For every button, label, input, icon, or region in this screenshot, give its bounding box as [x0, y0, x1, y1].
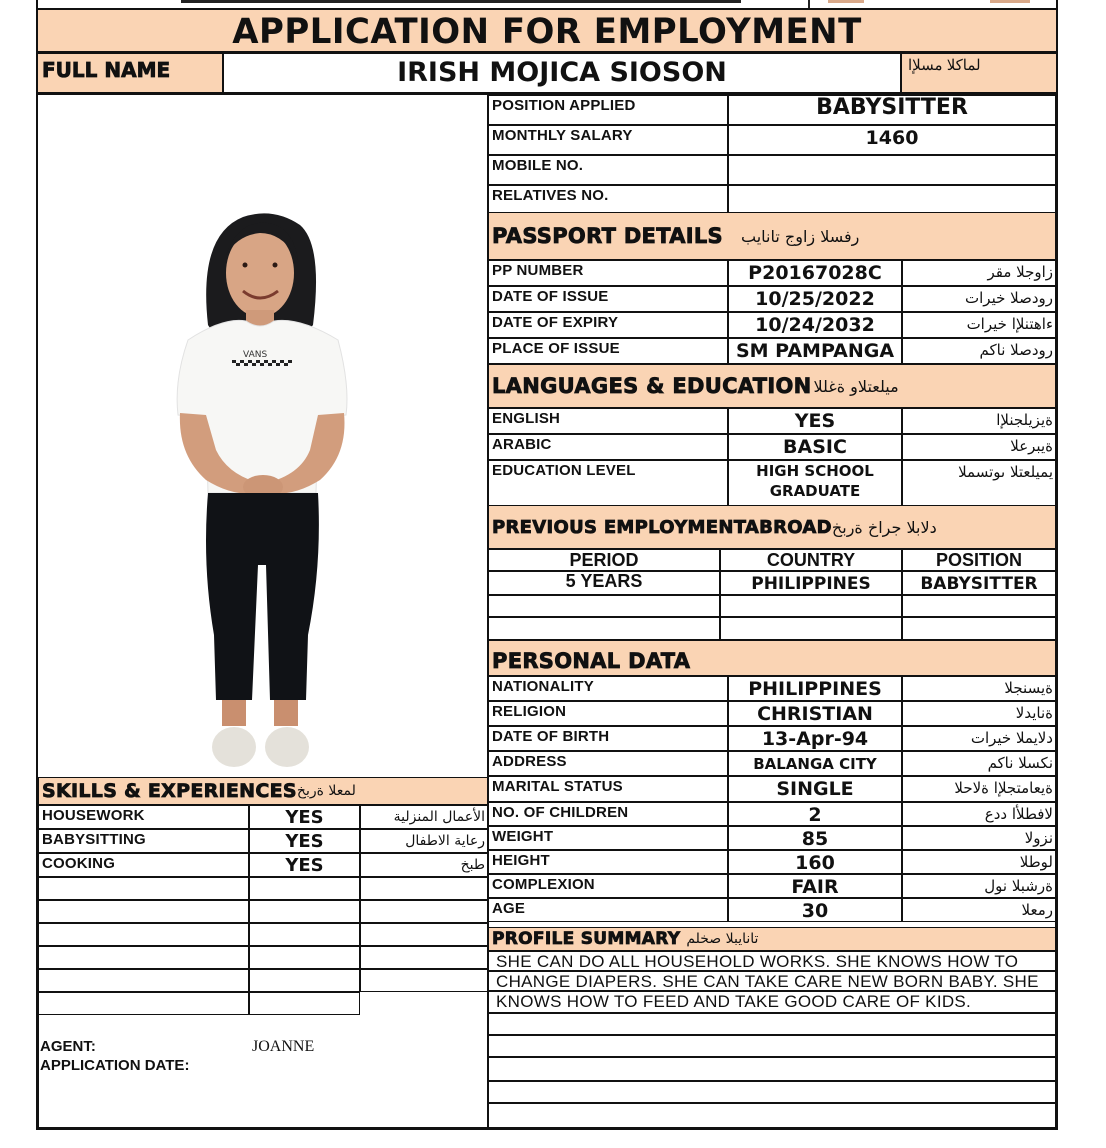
languages-arabic-cell	[902, 460, 1056, 506]
skill-value: YES	[285, 807, 324, 828]
personal-arabic-label: ةنايدلا	[1015, 704, 1053, 722]
languages-value-line1: HIGH SCHOOL	[756, 462, 874, 480]
employment-cell	[902, 617, 1056, 640]
skill-value: YES	[285, 831, 324, 852]
job-value-cell	[728, 155, 1056, 185]
skill-arabic-label: الأعمال المنزلية	[393, 809, 485, 825]
title-bar	[38, 10, 1056, 54]
personal-row	[488, 726, 1056, 751]
skill-row	[38, 992, 488, 1015]
skill-label: COOKING	[42, 855, 116, 872]
personal-label-cell	[488, 850, 728, 874]
personal-data-section-title: PERSONAL DATA	[492, 649, 691, 673]
full-name-arabic-label: لماكلا مسلإا	[908, 57, 981, 74]
personal-label-cell	[488, 726, 728, 751]
personal-label: DATE OF BIRTH	[492, 728, 610, 745]
passport-label: DATE OF ISSUE	[492, 288, 609, 305]
passport-arabic-cell	[902, 312, 1056, 338]
personal-arabic-cell	[902, 850, 1056, 874]
languages-label-cell	[488, 460, 728, 506]
personal-arabic-cell	[902, 676, 1056, 701]
personal-label: WEIGHT	[492, 828, 554, 845]
skill-arabic-cell	[360, 877, 488, 900]
job-row	[488, 125, 1056, 155]
personal-value-cell	[728, 802, 902, 826]
skill-arabic-cell	[360, 900, 488, 923]
passport-arabic-cell	[902, 260, 1056, 286]
languages-row	[488, 460, 1056, 506]
skill-value-cell	[249, 829, 360, 853]
personal-label-cell	[488, 751, 728, 776]
languages-section-header	[488, 364, 1056, 408]
job-value-cell	[728, 185, 1056, 213]
skill-row	[38, 923, 488, 946]
skill-arabic-cell	[360, 853, 488, 877]
passport-arabic-label: زاوجلا مقر	[987, 263, 1053, 281]
personal-value: 85	[801, 828, 829, 850]
languages-section-title: LANGUAGES & EDUCATION	[492, 374, 812, 398]
passport-arabic-cell	[902, 286, 1056, 312]
skill-arabic-cell	[360, 829, 488, 853]
personal-row	[488, 874, 1056, 898]
personal-arabic-cell	[902, 802, 1056, 826]
skill-value-cell	[249, 946, 360, 969]
skill-value-cell	[249, 900, 360, 923]
passport-arabic-label: ءاهتنلإا خيرات	[966, 315, 1053, 333]
skill-label-cell	[38, 946, 249, 969]
skill-label-cell	[38, 923, 249, 946]
skill-row	[38, 829, 488, 853]
skill-row	[38, 946, 488, 969]
employment-cell	[488, 617, 720, 640]
employment-cell	[902, 571, 1056, 595]
languages-value: BASIC	[783, 436, 847, 458]
languages-label-cell	[488, 408, 728, 434]
personal-value: 2	[808, 804, 822, 826]
personal-label: MARITAL STATUS	[492, 778, 623, 795]
previous-employment-section-title-ar: دلابلا جراخ ةربخ	[831, 517, 937, 537]
skill-label: BABYSITTING	[42, 831, 146, 848]
passport-arabic-label: رودصلا خيرات	[965, 289, 1053, 307]
passport-label-cell	[488, 312, 728, 338]
personal-value-cell	[728, 676, 902, 701]
personal-row	[488, 751, 1056, 776]
employment-column-header-cell	[488, 549, 720, 571]
skill-row	[38, 877, 488, 900]
skills-section-title: SKILLS & EXPERIENCES	[42, 780, 297, 802]
personal-value: CHRISTIAN	[757, 703, 873, 725]
passport-arabic-label: رودصلا ناكم	[979, 341, 1053, 359]
full-name-label-cell	[38, 54, 224, 95]
personal-value: BALANGA CITY	[753, 755, 877, 773]
job-row	[488, 185, 1056, 213]
job-row	[488, 95, 1056, 125]
personal-value: PHILIPPINES	[748, 678, 882, 700]
applicant-photo	[38, 95, 488, 777]
passport-label-cell	[488, 260, 728, 286]
profile-summary-line: SHE CAN DO ALL HOUSEHOLD WORKS. SHE KNOWS HOW TO	[488, 951, 1056, 971]
footer-agent-block	[40, 1038, 480, 1088]
personal-label: ADDRESS	[492, 753, 567, 770]
languages-section-title-ar: ميلعتلاو ةغللا	[813, 376, 899, 396]
languages-arabic-cell	[902, 408, 1056, 434]
personal-arabic-cell	[902, 726, 1056, 751]
personal-label-cell	[488, 898, 728, 922]
skill-value-cell	[249, 805, 360, 829]
personal-arabic-cell	[902, 874, 1056, 898]
job-label-cell	[488, 155, 728, 185]
passport-label: DATE OF EXPIRY	[492, 314, 619, 331]
personal-label-cell	[488, 676, 728, 701]
personal-value-cell	[728, 751, 902, 776]
skill-row	[38, 969, 488, 992]
passport-row	[488, 286, 1056, 312]
passport-row	[488, 260, 1056, 286]
personal-value-cell	[728, 850, 902, 874]
employment-cell-value: PHILIPPINES	[751, 574, 871, 594]
skill-arabic-label: رعاية الاطفال	[405, 833, 485, 849]
personal-arabic-label: لافطلأا ددع	[984, 805, 1053, 823]
personal-data-section-header	[488, 640, 1056, 676]
languages-value-cell	[728, 460, 902, 506]
job-value-cell	[728, 95, 1056, 125]
personal-value-cell	[728, 701, 902, 726]
employment-cell	[488, 595, 720, 617]
personal-arabic-label: رمعلا	[1021, 901, 1053, 919]
passport-label-cell	[488, 338, 728, 364]
skill-label-cell	[38, 992, 249, 1015]
personal-label-cell	[488, 776, 728, 802]
skill-arabic-label: طبخ	[460, 857, 485, 873]
personal-row	[488, 898, 1056, 922]
previous-employment-section-title: PREVIOUS EMPLOYMENTABROAD	[492, 516, 832, 538]
personal-arabic-label: ةرشبلا نول	[984, 877, 1053, 895]
profile-summary-line	[488, 1013, 1056, 1035]
skill-value: YES	[285, 855, 324, 876]
personal-arabic-label: نزولا	[1024, 829, 1053, 847]
skill-label-cell	[38, 877, 249, 900]
skill-label: HOUSEWORK	[42, 807, 145, 824]
full-name-arabic-cell	[900, 54, 1056, 95]
profile-summary-line	[488, 1103, 1056, 1128]
personal-value-cell	[728, 898, 902, 922]
personal-arabic-cell	[902, 776, 1056, 802]
full-name-label: FULL NAME	[42, 58, 171, 82]
personal-label: HEIGHT	[492, 852, 550, 869]
employment-cell-value: BABYSITTER	[920, 574, 1038, 594]
personal-value: 13-Apr-94	[761, 728, 869, 750]
profile-summary-title: PROFILE SUMMARY	[492, 929, 681, 949]
profile-summary-section-header	[488, 927, 1056, 951]
languages-label: ARABIC	[492, 436, 552, 453]
languages-value-cell	[728, 408, 902, 434]
skills-section-title-ar: لمعلا ةربخ	[296, 783, 356, 799]
personal-label-cell	[488, 826, 728, 850]
personal-arabic-label: ةيعامتجلإا ةلاحلا	[954, 779, 1053, 797]
employment-row	[488, 595, 1056, 617]
passport-label-cell	[488, 286, 728, 312]
application-date-label: APPLICATION DATE:	[40, 1057, 190, 1074]
personal-value-cell	[728, 874, 902, 898]
profile-summary-line: CHANGE DIAPERS. SHE CAN TAKE CARE NEW BORN BABY. SHE	[488, 971, 1056, 991]
employment-cell	[902, 595, 1056, 617]
skill-arabic-cell	[360, 969, 488, 992]
skill-value-cell	[249, 923, 360, 946]
personal-arabic-label: نكسلا ناكم	[987, 754, 1053, 772]
agent-label: AGENT:	[40, 1038, 96, 1055]
profile-summary-line	[488, 1035, 1056, 1057]
employment-cell	[720, 617, 902, 640]
languages-row	[488, 434, 1056, 460]
personal-value: 30	[801, 900, 829, 922]
job-value: 1460	[865, 127, 919, 149]
skill-row	[38, 853, 488, 877]
passport-value: 10/25/2022	[755, 288, 875, 310]
personal-value: FAIR	[791, 876, 839, 898]
personal-arabic-cell	[902, 701, 1056, 726]
job-label: MOBILE NO.	[492, 157, 584, 174]
personal-label: NO. OF CHILDREN	[492, 804, 629, 821]
job-row	[488, 155, 1056, 185]
skill-value-cell	[249, 969, 360, 992]
skills-section-header	[38, 777, 488, 805]
personal-row	[488, 802, 1056, 826]
agent-value: JOANNE	[252, 1038, 315, 1055]
skill-label-cell	[38, 900, 249, 923]
personal-value: SINGLE	[776, 778, 854, 800]
personal-value-cell	[728, 726, 902, 751]
employment-column-header-cell	[720, 549, 902, 571]
languages-arabic-label: يميلعتلا ىوتسملا	[958, 463, 1053, 481]
profile-summary-line: KNOWS HOW TO FEED AND TAKE GOOD CARE OF KIDS.	[488, 991, 1056, 1013]
languages-value: YES	[794, 410, 836, 432]
passport-row	[488, 338, 1056, 364]
personal-value-cell	[728, 826, 902, 850]
personal-label-cell	[488, 874, 728, 898]
job-label: POSITION APPLIED	[492, 97, 636, 114]
employment-cell	[720, 571, 902, 595]
passport-row	[488, 312, 1056, 338]
personal-row	[488, 701, 1056, 726]
skill-label-cell	[38, 805, 249, 829]
photo-area	[38, 95, 488, 777]
passport-value-cell	[728, 260, 902, 286]
passport-value-cell	[728, 312, 902, 338]
personal-row	[488, 850, 1056, 874]
passport-section-header	[488, 212, 1056, 260]
employment-column-header: PERIOD	[569, 550, 639, 570]
profile-summary-line	[488, 1081, 1056, 1103]
passport-label: PP NUMBER	[492, 262, 584, 279]
skill-value-cell	[249, 853, 360, 877]
employment-row	[488, 617, 1056, 640]
passport-value: SM PAMPANGA	[735, 340, 895, 362]
passport-section-title-ar: رفسلا زاوج تانايب	[740, 226, 860, 246]
languages-value-line2: GRADUATE	[769, 482, 861, 500]
skill-value-cell	[249, 877, 360, 900]
employment-row	[488, 571, 1056, 595]
languages-row	[488, 408, 1056, 434]
personal-label: RELIGION	[492, 703, 567, 720]
personal-row	[488, 826, 1056, 850]
skill-arabic-cell	[360, 946, 488, 969]
employment-column-header-cell	[902, 549, 1056, 571]
employment-cell	[488, 571, 720, 595]
languages-arabic-label: ةيبرعلا	[1010, 437, 1053, 455]
personal-label: NATIONALITY	[492, 678, 594, 695]
job-label-cell	[488, 185, 728, 213]
passport-value: 10/24/2032	[755, 314, 875, 336]
personal-arabic-cell	[902, 826, 1056, 850]
languages-arabic-cell	[902, 434, 1056, 460]
skill-label-cell	[38, 969, 249, 992]
personal-value: 160	[795, 852, 835, 874]
profile-summary-line	[488, 1057, 1056, 1081]
shirt-logo-text: VANS	[243, 350, 268, 360]
passport-value: P20167028C	[748, 262, 882, 284]
personal-arabic-label: ةيسنجلا	[1004, 679, 1053, 697]
job-label: RELATIVES NO.	[492, 187, 609, 204]
employment-column-header: POSITION	[935, 550, 1022, 570]
languages-value-cell	[728, 434, 902, 460]
job-label-cell	[488, 95, 728, 125]
personal-label: AGE	[492, 900, 526, 917]
passport-value-cell	[728, 338, 902, 364]
passport-section-title: PASSPORT DETAILS	[492, 224, 723, 248]
employment-cell-value: 5 YEARS	[565, 571, 643, 591]
page-title: APPLICATION FOR EMPLOYMENT	[232, 12, 862, 52]
personal-arabic-label: لوطلا	[1019, 853, 1053, 871]
personal-label-cell	[488, 701, 728, 726]
skill-label-cell	[38, 829, 249, 853]
personal-arabic-cell	[902, 898, 1056, 922]
full-name-value-cell	[224, 54, 900, 95]
employment-column-header: COUNTRY	[766, 550, 856, 570]
job-value: BABYSITTER	[816, 95, 968, 120]
passport-value-cell	[728, 286, 902, 312]
job-label-cell	[488, 125, 728, 155]
previous-employment-section-header	[488, 505, 1056, 549]
personal-label-cell	[488, 802, 728, 826]
job-value-cell	[728, 125, 1056, 155]
full-name-value: IRISH MOJICA SIOSON	[397, 57, 727, 88]
job-label: MONTHLY SALARY	[492, 127, 633, 144]
personal-row	[488, 776, 1056, 802]
skill-label-cell	[38, 853, 249, 877]
skill-row	[38, 805, 488, 829]
languages-arabic-label: ةيزيلجنلإا	[996, 411, 1053, 429]
skill-row	[38, 900, 488, 923]
skill-value-cell	[249, 992, 360, 1015]
personal-value-cell	[728, 776, 902, 802]
languages-label-cell	[488, 434, 728, 460]
profile-summary-title-ar: تانايبلا صخلم	[686, 931, 759, 947]
employment-cell	[720, 595, 902, 617]
passport-label: PLACE OF ISSUE	[492, 340, 620, 357]
personal-row	[488, 676, 1056, 701]
languages-label: ENGLISH	[492, 410, 561, 427]
passport-arabic-cell	[902, 338, 1056, 364]
personal-label: COMPLEXION	[492, 876, 595, 893]
personal-arabic-cell	[902, 751, 1056, 776]
languages-label: EDUCATION LEVEL	[492, 462, 636, 479]
skill-arabic-cell	[360, 923, 488, 946]
skill-arabic-cell	[360, 805, 488, 829]
personal-arabic-label: دلايملا خيرات	[970, 729, 1053, 747]
employment-header-row	[488, 549, 1056, 571]
